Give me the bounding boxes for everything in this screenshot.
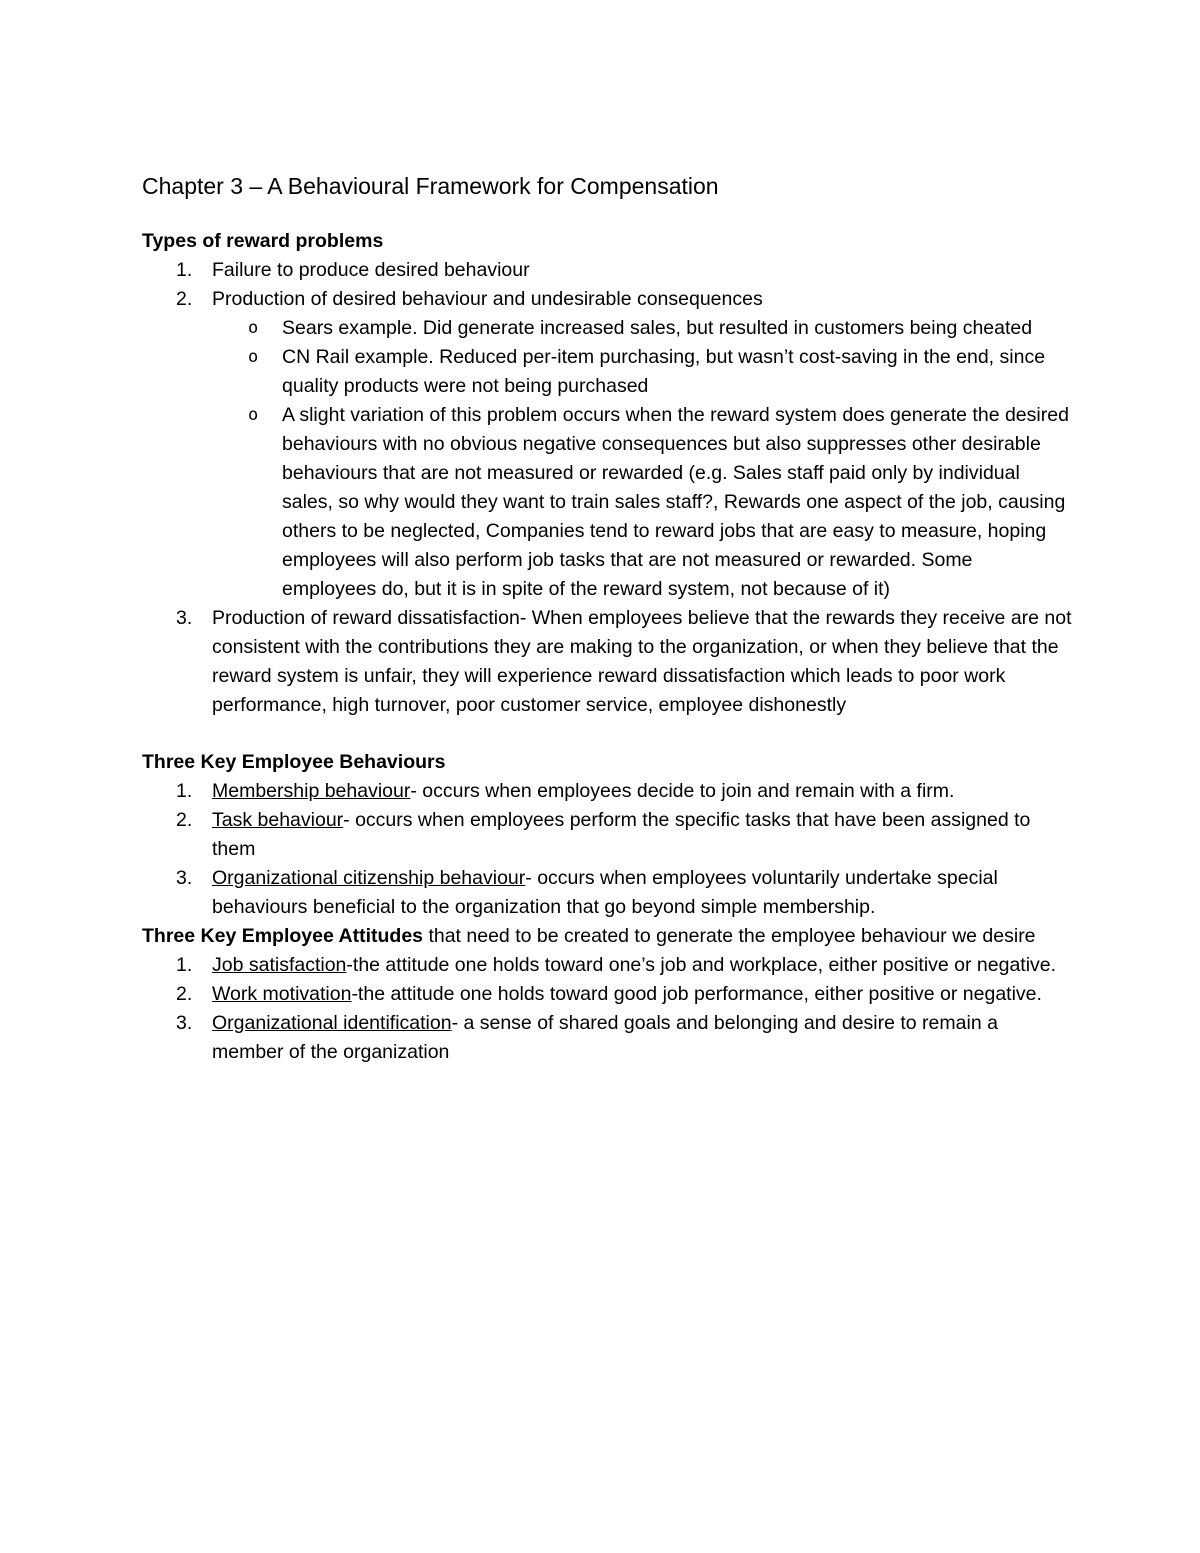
list-item xyxy=(142,864,1072,922)
list-item-text: - occurs when employees decide to join and remain with a firm. xyxy=(410,780,955,802)
sub-list-item xyxy=(142,401,1072,604)
list-item-text: -the attitude one holds toward good job performance, either positive or negative. xyxy=(351,983,1042,1005)
list-item xyxy=(142,777,1072,806)
list-item xyxy=(142,1009,1072,1067)
section-heading-reward-problems: Types of reward problems xyxy=(142,230,384,252)
sub-list-item-text: Sears example. Did generate increased sales, but resulted in customers being cheated xyxy=(282,317,1033,339)
list-number: 2. xyxy=(176,809,193,831)
list-item-text: - occurs when employees perform the specific tasks that have been assigned to them xyxy=(212,809,1031,860)
reward-problems-list xyxy=(142,256,1072,720)
list-number: 2. xyxy=(176,288,193,310)
list-item xyxy=(142,285,1072,604)
list-item xyxy=(142,256,1072,285)
sub-list xyxy=(142,314,1072,604)
list-number: 1. xyxy=(176,780,193,802)
list-item-text: Production of desired behaviour and undesirable consequences xyxy=(212,288,763,310)
circle-bullet-icon: o xyxy=(248,405,259,425)
section-heading-employee-attitudes: Three Key Employee Attitudes that need to be created to generate the employee behaviour we desire xyxy=(142,925,1036,947)
circle-bullet-icon: o xyxy=(248,318,259,338)
sub-list-item-text: CN Rail example. Reduced per-item purchasing, but wasn’t cost-saving in the end, since quality products were not being purchased xyxy=(282,346,1046,397)
list-item xyxy=(142,604,1072,720)
list-number: 2. xyxy=(176,983,193,1005)
list-item xyxy=(142,980,1072,1009)
list-number: 1. xyxy=(176,954,193,976)
list-item-text: Failure to produce desired behaviour xyxy=(212,259,530,281)
list-item-text: - occurs when employees voluntarily undertake special behaviours beneficial to the organization that go beyond simple membership. xyxy=(212,867,998,918)
term-task-behaviour: Task behaviour xyxy=(212,809,344,831)
sub-list-item xyxy=(142,343,1072,401)
section-spacer xyxy=(142,720,1072,748)
list-item xyxy=(142,951,1072,980)
employee-behaviours-list xyxy=(142,777,1072,922)
list-number: 1. xyxy=(176,259,193,281)
list-item-text: - a sense of shared goals and belonging and desire to remain a member of the organization xyxy=(212,1012,998,1063)
term-membership-behaviour: Membership behaviour xyxy=(212,780,411,802)
sub-list-item-text: A slight variation of this problem occurs when the reward system does generate the desired behaviours with no obvious negative consequences but also suppresses other desirable behaviours that are not measured or rewarded (e.g. Sales staff paid only by individual sales, so why would they want to train sales staff?, Rewards one aspect of the job, causing others to be neglected, Companies tend to reward jobs that are easy to measure, hoping employees will also perform job tasks that are not measured or rewarded. Some employees do, but it is in spite of the reward system, not because of it) xyxy=(282,404,1069,600)
term-job-satisfaction: Job satisfaction xyxy=(212,954,347,976)
list-number: 3. xyxy=(176,607,193,629)
term-work-motivation: Work motivation xyxy=(212,983,352,1005)
section-heading-employee-behaviours: Three Key Employee Behaviours xyxy=(142,751,446,773)
list-item-text: -the attitude one holds toward one’s job and workplace, either positive or negative. xyxy=(346,954,1057,976)
employee-attitudes-list xyxy=(142,951,1072,1067)
circle-bullet-icon: o xyxy=(248,347,259,367)
list-item xyxy=(142,806,1072,864)
list-number: 3. xyxy=(176,867,193,889)
document-page xyxy=(142,170,1072,1067)
term-organizational-identification: Organizational identification xyxy=(212,1012,452,1034)
sub-list-item xyxy=(142,314,1072,343)
term-organizational-citizenship-behaviour: Organizational citizenship behaviour xyxy=(212,867,526,889)
page-title: Chapter 3 – A Behavioural Framework for Compensation xyxy=(142,173,719,199)
list-item-text: Production of reward dissatisfaction- When employees believe that the rewards they receive are not consistent with the contributions they are making to the organization, or when they believe that the reward system is unfair, they will experience reward dissatisfaction which leads to poor work performance, high turnover, poor customer service, employee dishonestly xyxy=(212,607,1072,716)
list-number: 3. xyxy=(176,1012,193,1034)
